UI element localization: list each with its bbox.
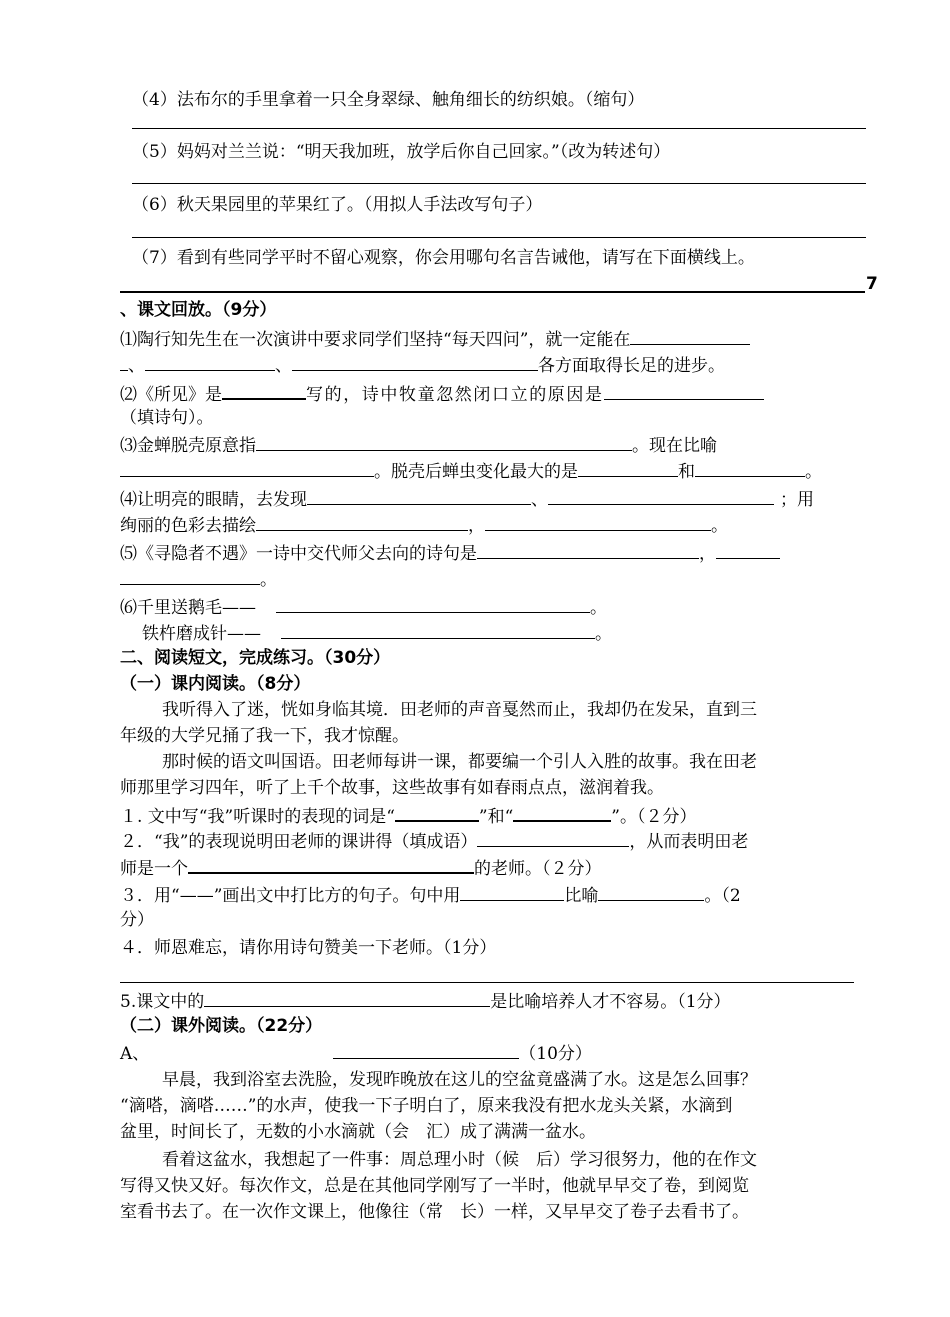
blank-q1-2[interactable] bbox=[513, 802, 611, 822]
passage2-line2: 师那里学习四年，听了上千个故事，这些故事有如春雨点点，滋润着我。 bbox=[120, 778, 664, 798]
passage-a-header: A、 （10分） bbox=[120, 1040, 592, 1066]
story-p2-line1: 看着这盆水，我想起了一件事：周总理小时（候 后）学习很努力，他的在作文 bbox=[162, 1150, 757, 1170]
blank-r3-2[interactable] bbox=[120, 458, 374, 477]
blank-q5[interactable] bbox=[204, 988, 490, 1007]
blank-r1-1b[interactable] bbox=[120, 352, 128, 371]
passage1-line1: 我听得入了迷，恍如身临其境．田老师的声音戛然而止，我却仍在发呆，直到三 bbox=[162, 700, 757, 720]
blank-r5-2[interactable] bbox=[716, 540, 780, 559]
question-4: （4）法布尔的手里拿着一只全身翠绿、触角细长的纺织娘。（缩句） bbox=[132, 90, 645, 110]
blank-r2-1[interactable] bbox=[222, 380, 306, 400]
blank-r4-4[interactable] bbox=[485, 512, 711, 531]
story-p2-line2: 写得又快又好。每次作文，总是在其他同学刚写了一半时，他就早早交了卷，到阅览 bbox=[120, 1176, 749, 1196]
answer-line-7[interactable] bbox=[120, 291, 865, 293]
story-p2-line3: 室看书去了。在一次作文课上，他像往（常 长）一样，又早早交了卷子去看书了。 bbox=[120, 1202, 749, 1222]
blank-r2-2[interactable] bbox=[604, 381, 764, 400]
story-p1-line3: 盆里，时间长了，无数的小水滴就（会 汇）成了满满一盆水。 bbox=[120, 1122, 596, 1142]
answer-line-5[interactable] bbox=[132, 183, 866, 184]
blank-r4-2[interactable] bbox=[548, 486, 774, 505]
reading-q5: 5.课文中的 是比喻培养人才不容易。（1分） bbox=[120, 988, 731, 1014]
story-p1-line2: “滴嗒，滴嗒……”的水声，使我一下子明白了，原来我没有把水龙头关紧，水滴到 bbox=[120, 1096, 733, 1116]
blank-r3-3[interactable] bbox=[578, 458, 678, 477]
review-4b: 绚丽的色彩去描绘 ， 。 bbox=[120, 512, 728, 538]
reading-q2a: ２．“我”的表现说明田老师的课讲得（填成语） ，从而表明田老 bbox=[120, 828, 748, 854]
blank-r1-2[interactable] bbox=[145, 352, 275, 371]
blank-q1-1[interactable] bbox=[395, 802, 479, 822]
passage1-line2: 年级的大学兄捅了我一下，我才惊醒。 bbox=[120, 726, 409, 746]
reading-q2b: 师是一个 的老师。（２分） bbox=[120, 854, 602, 881]
reading-q3b: 分） bbox=[120, 910, 154, 930]
answer-line-4[interactable] bbox=[132, 128, 866, 129]
story-p1-line1: 早晨，我到浴室去洗脸，发现昨晚放在这儿的空盆竟盛满了水。这是怎么回事？ bbox=[162, 1070, 757, 1090]
blank-r6-1[interactable] bbox=[276, 594, 590, 613]
answer-line-reading-q4[interactable] bbox=[120, 982, 854, 983]
review-3a: ⑶金蝉脱壳原意指 。现在比喻 bbox=[120, 432, 717, 458]
blank-r5-1[interactable] bbox=[477, 540, 699, 559]
review-2b: （填诗句）。 bbox=[120, 408, 214, 428]
section-reading-title: 二、阅读短文，完成练习。（30分） bbox=[120, 648, 391, 668]
reading-q4: ４．师恩难忘，请你用诗句赞美一下老师。（1分） bbox=[120, 938, 497, 958]
review-6a: ⑹千里送鹅毛—— 。 bbox=[120, 594, 607, 620]
blank-r6-2[interactable] bbox=[281, 620, 595, 639]
review-5a: ⑸《寻隐者不遇》一诗中交代师父去向的诗句是 ， bbox=[120, 540, 780, 566]
blank-q3-1[interactable] bbox=[460, 882, 564, 901]
blank-r4-3[interactable] bbox=[256, 512, 468, 531]
review-3b: 。脱壳后蝉虫变化最大的是 和 。 bbox=[120, 458, 822, 484]
question-5: （5）妈妈对兰兰说：“明天我加班，放学后你自己回家。”（改为转述句） bbox=[132, 142, 671, 162]
reading-q1: １. 文中写“我”听课时的表现的词是“ ”和“ ”。（２分） bbox=[120, 802, 696, 829]
question-7: （7）看到有些同学平时不留心观察，你会用哪句名言告诫他，请写在下面横线上。 bbox=[132, 248, 755, 268]
review-6b: 铁杵磨成针—— 。 bbox=[142, 620, 612, 646]
review-1b: 、 、 各方面取得长足的进步。 bbox=[120, 352, 725, 378]
blank-q2-2[interactable] bbox=[188, 854, 474, 874]
blank-r1-4[interactable] bbox=[412, 352, 538, 371]
blank-r3-1[interactable] bbox=[256, 432, 632, 451]
part2-title: （二）课外阅读。（22分） bbox=[120, 1016, 323, 1036]
blank-q2-1[interactable] bbox=[477, 828, 629, 847]
section-review-title: 、课文回放。（9分） bbox=[120, 300, 277, 320]
part1-title: （一）课内阅读。（8分） bbox=[120, 674, 311, 694]
blank-r1-1[interactable] bbox=[630, 326, 750, 345]
page-number: 7 bbox=[866, 274, 878, 294]
blank-a-title[interactable] bbox=[333, 1040, 519, 1059]
question-6: （6）秋天果园里的苹果红了。（用拟人手法改写句子） bbox=[132, 195, 543, 215]
review-5b: 。 bbox=[120, 566, 277, 592]
blank-r5-3[interactable] bbox=[120, 566, 260, 585]
blank-r3-4[interactable] bbox=[695, 458, 805, 477]
blank-q3-2[interactable] bbox=[598, 882, 704, 901]
blank-r1-3[interactable] bbox=[292, 352, 412, 371]
review-4a: ⑷让明亮的眼睛，去发现 、 ；用 bbox=[120, 486, 814, 512]
review-1a: ⑴陶行知先生在一次演讲中要求同学们坚持“每天四问”，就一定能在 bbox=[120, 326, 750, 352]
reading-q3a: ３．用“——”画出文中打比方的句子。句中用 比喻 。（2 bbox=[120, 882, 741, 908]
review-2a: ⑵《所见》是 写的，诗中牧童忽然闭口立的原因是 bbox=[120, 380, 764, 407]
answer-line-6[interactable] bbox=[132, 237, 866, 238]
passage2-line1: 那时候的语文叫国语。田老师每讲一课，都要编一个引人入胜的故事。我在田老 bbox=[162, 752, 757, 772]
blank-r4-1[interactable] bbox=[307, 486, 531, 505]
